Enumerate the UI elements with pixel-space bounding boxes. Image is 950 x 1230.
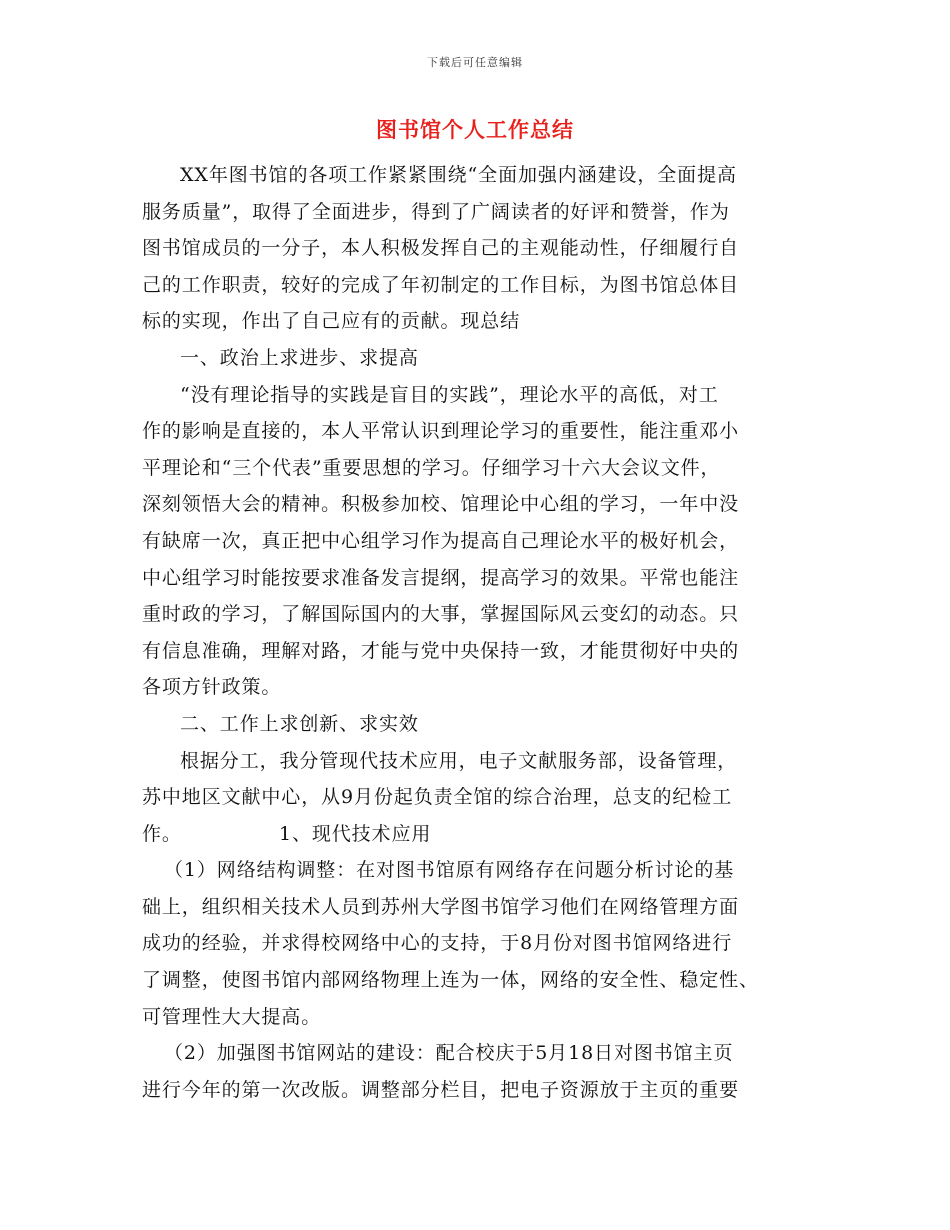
- paragraph-line: 平理论和“三个代表”重要思想的学习。仔细学习十六大会议文件，: [142, 456, 721, 479]
- paragraph-line: （2）加强图书馆网站的建设：配合校庆于5月18日对图书馆主页: [164, 1042, 734, 1065]
- document-body: [142, 157, 810, 1108]
- paragraph-line: 础上，组织相关技术人员到苏州大学图书馆学习他们在网络管理方面: [142, 895, 740, 918]
- paragraph-line: 有缺席一次，真正把中心组学习作为提高自己理论水平的极好机会，: [142, 529, 740, 552]
- paragraph-line: 苏中地区文献中心，从9月份起负责全馆的综合治理，总支的纪检工: [142, 786, 733, 809]
- paragraph-line: “没有理论指导的实践是盲目的实践”，理论水平的高低，对工: [180, 383, 719, 406]
- paragraph-line: 图书馆成员的一分子，本人积极发挥自己的主观能动性，仔细履行自: [142, 237, 740, 260]
- document-title: 图书馆个人工作总结: [376, 117, 574, 142]
- paragraph-line: 了调整，使图书馆内部网络物理上连为一体，网络的安全性、稳定性、: [142, 969, 759, 992]
- download-note: 下载后可任意编辑: [427, 56, 523, 69]
- section-heading: 二、工作上求创新、求实效: [180, 712, 419, 735]
- paragraph-line: 作。 1、现代技术应用: [142, 822, 432, 845]
- paragraph-line: （1）网络结构调整：在对图书馆原有网络存在问题分析讨论的基: [164, 859, 735, 882]
- section-heading: 一、政治上求进步、求提高: [180, 346, 419, 369]
- paragraph-line: 作的影响是直接的，本人平常认识到理论学习的重要性，能注重邓小: [142, 420, 740, 443]
- paragraph-line: XX年图书馆的各项工作紧紧围绕“全面加强内涵建设，全面提高: [180, 164, 737, 186]
- paragraph-line: 进行今年的第一次改版。调整部分栏目，把电子资源放于主页的重要: [142, 1078, 740, 1101]
- paragraph-line: 中心组学习时能按要求准备发言提纲，提高学习的效果。平常也能注: [142, 566, 740, 589]
- paragraph-line: 标的实现，作出了自己应有的贡献。现总结: [142, 310, 521, 333]
- paragraph-line: 重时政的学习，了解国际国内的大事，掌握国际风云变幻的动态。只: [142, 603, 740, 626]
- paragraph-line: 成功的经验，并求得校网络中心的支持，于8月份对图书馆网络进行: [142, 932, 733, 955]
- paragraph-line: 服务质量”，取得了全面进步，得到了广阔读者的好评和赞誉，作为: [142, 200, 730, 223]
- paragraph-line: 深刻领悟大会的精神。积极参加校、馆理论中心组的学习，一年中没: [142, 493, 740, 516]
- paragraph-line: 己的工作职责，较好的完成了年初制定的工作目标，为图书馆总体目: [142, 273, 740, 296]
- paragraph-line: 根据分工，我分管现代技术应用，电子文献服务部，设备管理，: [180, 749, 738, 772]
- paragraph-line: 有信息准确，理解对路，才能与党中央保持一致，才能贯彻好中央的: [142, 639, 740, 662]
- paragraph-line: 各项方针政策。: [142, 676, 282, 699]
- paragraph-line: 可管理性大大提高。: [142, 1005, 322, 1028]
